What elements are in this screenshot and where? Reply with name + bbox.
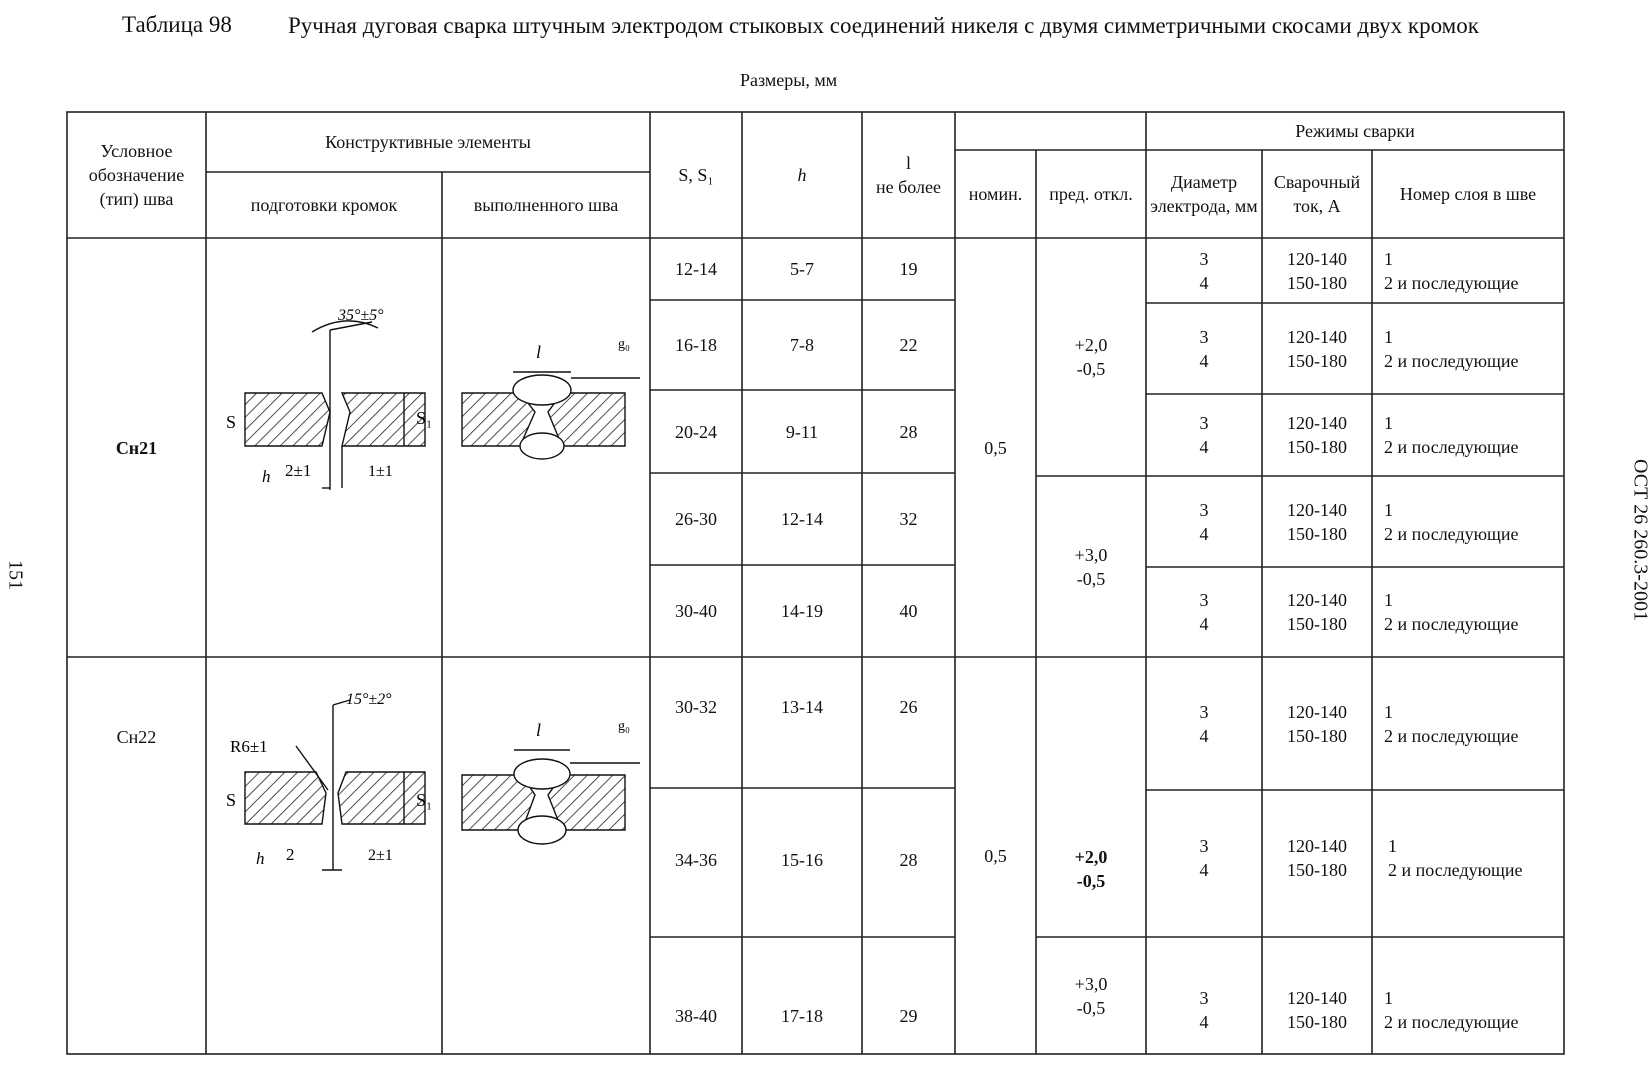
- table-cell-s: 26-30: [675, 509, 717, 529]
- header-elements: Конструктивные элементы: [325, 132, 531, 152]
- table-cell-diam: 3 4: [1199, 836, 1209, 880]
- table-cell-h: 13-14: [781, 697, 823, 717]
- table-cell-layer: 1 2 и последующие: [1384, 701, 1519, 746]
- page-number: 151: [4, 560, 27, 590]
- table-cell-current: 120-140 150-180: [1287, 836, 1347, 880]
- table-cell-diam: 3 4: [1199, 988, 1209, 1032]
- sn22-preparation-drawing: [245, 700, 425, 870]
- table-cell-diam: 3 4: [1199, 701, 1209, 746]
- units-note: Размеры, мм: [740, 70, 838, 90]
- sn21-gap-label: 2±1: [285, 461, 312, 480]
- table-cell-diam: 3 4: [1199, 590, 1209, 634]
- header-current: Сварочный ток, А: [1273, 172, 1361, 216]
- sn21-l-label: l: [536, 342, 542, 362]
- table-cell-h: 14-19: [781, 601, 823, 621]
- sn21-s-label: S: [226, 412, 237, 432]
- sn22-s-label: S: [226, 790, 237, 810]
- sn22-land-label: 2±1: [368, 847, 393, 864]
- sn22-l-label: l: [536, 720, 542, 740]
- table-cell-layer: 1 2 и последующие: [1384, 413, 1519, 457]
- table-label: Таблица 98: [122, 12, 232, 37]
- sn21-weld-drawing: [462, 372, 640, 459]
- table-cell-s: 30-40: [675, 601, 717, 621]
- table-cell-diam: 3 4: [1199, 413, 1209, 457]
- table-cell-l: 28: [899, 421, 918, 442]
- table-cell-current: 120-140 150-180: [1287, 499, 1347, 544]
- table-cell-diam: 3 4: [1199, 326, 1209, 371]
- tolerance-sn21-a: +2,0 -0,5: [1074, 335, 1108, 379]
- table-cell-l: 19: [899, 259, 918, 279]
- sn22-weld-drawing: [462, 750, 640, 844]
- table-cell-current: 120-140 150-180: [1287, 988, 1347, 1032]
- designation-sn22: Сн22: [116, 727, 157, 747]
- table-cell-s: 30-32: [675, 697, 717, 717]
- table-cell-l: 32: [899, 509, 918, 529]
- header-s: S, S₁: [678, 165, 714, 185]
- header-layer: Номер слоя в шве: [1399, 184, 1537, 204]
- table-cell-diam: 3 4: [1199, 499, 1209, 544]
- sn21-h-label: h: [262, 467, 271, 486]
- gap-nom-sn21: 0,5: [984, 437, 1007, 458]
- sn22-h-label: h: [256, 849, 265, 868]
- table-cell-h: 17-18: [781, 1006, 823, 1026]
- table-cell-layer: 1 2 и последующие: [1384, 499, 1519, 544]
- standard-code: ОСТ 26 260.3-2001: [1629, 459, 1651, 621]
- table-cell-current: 120-140 150-180: [1287, 413, 1347, 457]
- table-cell-h: 15-16: [781, 850, 823, 870]
- table-cell-h: 5-7: [790, 259, 814, 279]
- tolerance-sn21-b: +3,0 -0,5: [1074, 544, 1108, 589]
- sn22-s1-label: S₁: [416, 790, 433, 810]
- table-cell-diam: 3 4: [1199, 248, 1209, 293]
- table-cell-current: 120-140 150-180: [1287, 248, 1347, 293]
- sn21-preparation-drawing: [245, 321, 425, 490]
- sn22-gap-label: 2: [286, 845, 295, 864]
- table-cell-layer: 1 2 и последующие: [1384, 988, 1519, 1032]
- sn21-angle-label: 35°±5°: [338, 307, 384, 324]
- designation-sn21: Сн21: [115, 437, 158, 458]
- table-cell-l: 29: [899, 1006, 918, 1026]
- header-prep: подготовки кромок: [250, 195, 398, 215]
- header-designation: Условное обозначение (тип) шва: [88, 141, 185, 209]
- table-cell-current: 120-140 150-180: [1287, 326, 1347, 371]
- header-diam: Диаметр электрода, мм: [1150, 172, 1258, 216]
- sn21-s1-label: S₁: [416, 408, 433, 428]
- table-cell-s: 12-14: [675, 259, 717, 279]
- header-gap-nom: номин.: [968, 184, 1023, 204]
- tolerance-sn22-a: +2,0 -0,5: [1074, 847, 1108, 891]
- header-done: выполненного шва: [473, 195, 619, 215]
- header-regimes: Режимы сварки: [1295, 121, 1415, 141]
- table-cell-current: 120-140 150-180: [1287, 590, 1347, 634]
- table-cell-layer: 1 2 и последующие: [1384, 248, 1519, 293]
- sn21-land-label: 1±1: [368, 463, 393, 480]
- gap-nom-sn22: 0,5: [984, 845, 1007, 866]
- header-h: h: [797, 165, 807, 185]
- sn22-g0-label: g₀: [618, 719, 630, 734]
- table-cell-s: 16-18: [675, 335, 717, 355]
- table-cell-l: 22: [899, 335, 918, 355]
- table-cell-h: 12-14: [781, 509, 823, 529]
- table-cell-l: 28: [899, 850, 918, 870]
- table-cell-layer: 1 2 и последующие: [1384, 326, 1519, 371]
- table-cell-s: 34-36: [675, 850, 717, 870]
- sn22-radius-label: R6±1: [230, 737, 268, 756]
- sn22-angle-label: 15°±2°: [346, 691, 392, 708]
- table-cell-layer: 1 2 и последующие: [1384, 590, 1519, 634]
- table-cell-s: 38-40: [675, 1006, 717, 1026]
- header-l: l не более: [875, 153, 941, 197]
- table-cell-h: 9-11: [785, 421, 819, 442]
- table-cell-h: 7-8: [790, 335, 814, 355]
- table-title: Ручная дуговая сварка штучным электродом стыковых соединений никеля с двумя симметричными скосами двух кромок: [288, 13, 1479, 38]
- tolerance-sn22-b: +3,0 -0,5: [1074, 973, 1108, 1018]
- table-cell-layer: 1 2 и последующие: [1388, 836, 1523, 880]
- table-cell-l: 40: [899, 601, 918, 621]
- header-gap-dev: пред. откл.: [1049, 184, 1133, 204]
- table-cell-current: 120-140 150-180: [1287, 701, 1347, 746]
- sn21-g0-label: g₀: [618, 337, 630, 352]
- table-cell-s: 20-24: [675, 421, 717, 442]
- table-cell-l: 26: [899, 697, 918, 717]
